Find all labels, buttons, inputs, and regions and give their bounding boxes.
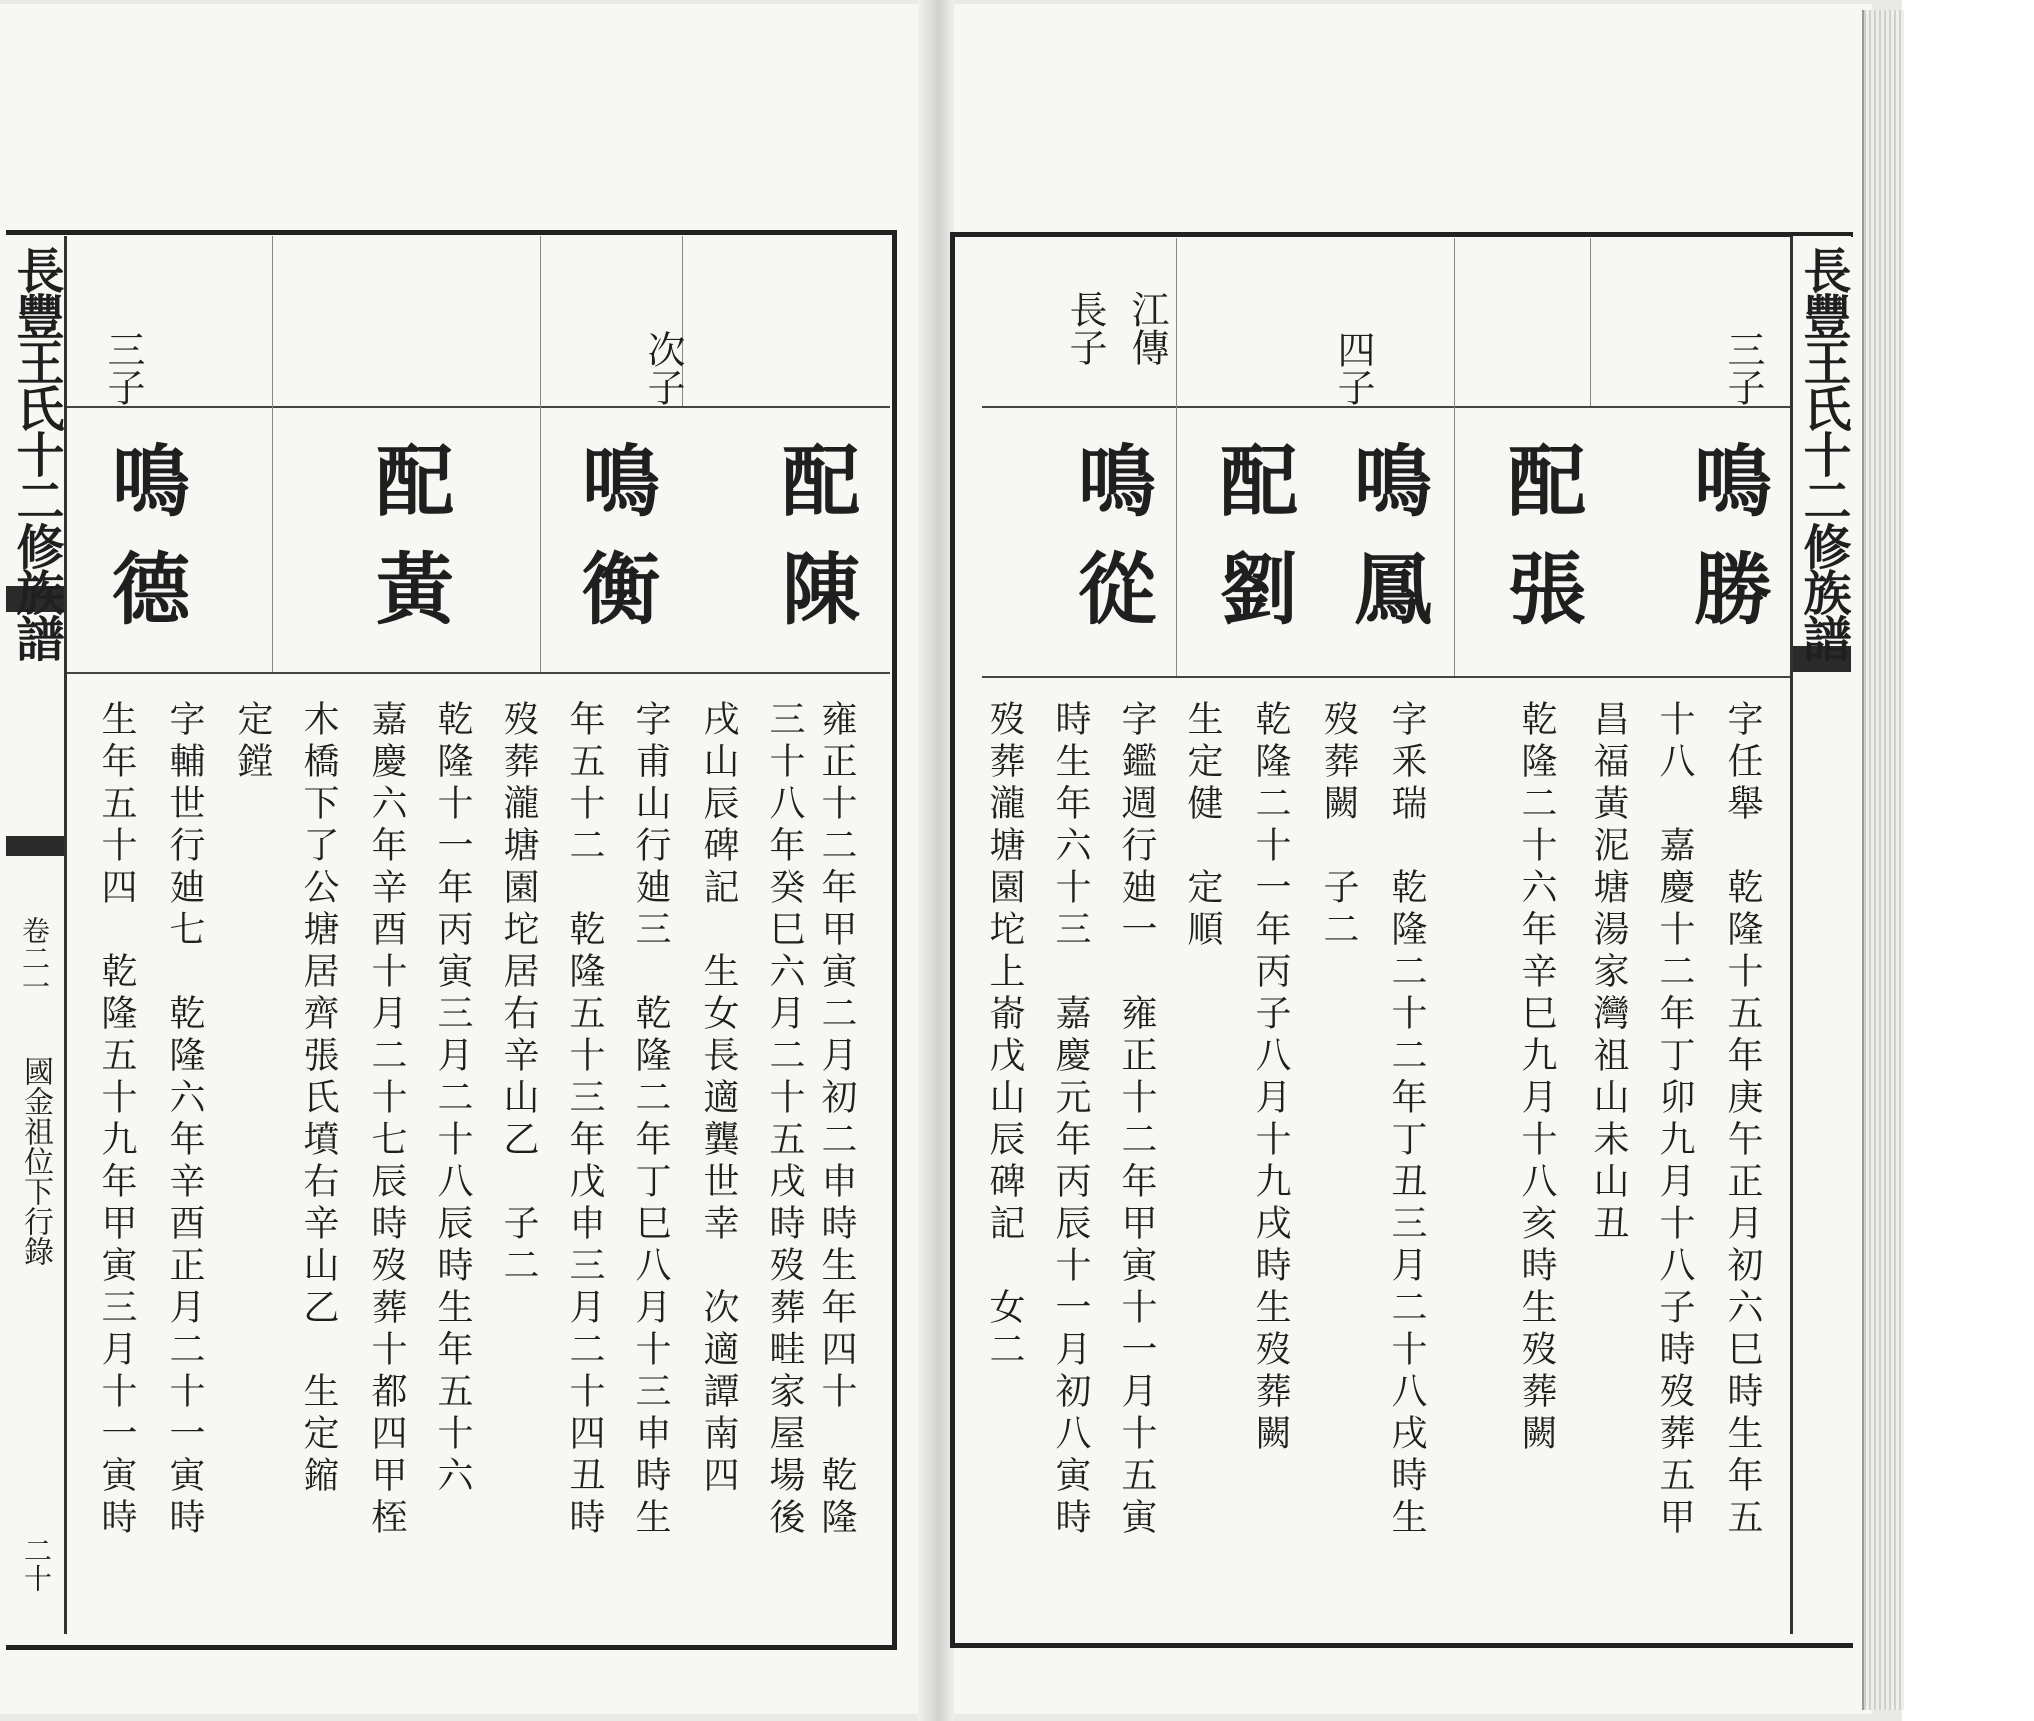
- right-entry-separator: [1454, 238, 1455, 676]
- bio-column: 乾隆十一年丙寅三月二十八辰時生年五十六: [432, 700, 473, 1498]
- entry-rank: 三子: [1721, 330, 1765, 406]
- right-spine-title: 長豐王氏十二修族譜: [1795, 246, 1851, 660]
- left-spine-section: 國金祖位下行錄: [18, 1056, 53, 1266]
- right-entry-separator: [1590, 238, 1591, 406]
- left-entry-separator: [540, 236, 541, 672]
- right-rank-divider: [982, 406, 1790, 408]
- bio-column: 雍正十二年甲寅二月初二申時生年四十 乾隆: [816, 700, 857, 1540]
- entry-name: 配張: [1495, 440, 1586, 656]
- left-spine-volume: 卷二一: [18, 916, 51, 1000]
- entry-name: 配黃: [363, 440, 454, 656]
- left-name-divider: [64, 672, 890, 674]
- right-entry-separator: [1176, 238, 1177, 676]
- left-spine-page-number: 二十: [20, 1536, 53, 1592]
- bio-column: 定鏜: [232, 700, 273, 784]
- left-fish-tail-mark: [6, 836, 64, 856]
- right-name-divider: [982, 676, 1790, 678]
- entry-name: 鳴衡: [569, 440, 660, 656]
- bio-column: 字釆瑞 乾隆二十二年丁丑三月二十八戌時生: [1386, 700, 1427, 1540]
- bio-column: 生年五十四 乾隆五十九年甲寅三月十一寅時: [96, 700, 137, 1540]
- bio-column: 木橋下了公塘居齊張氏墳右辛山乙 生定鏥: [298, 700, 339, 1498]
- bio-column: 生定健 定順: [1182, 700, 1223, 952]
- bio-column: 昌福黃泥塘湯家灣祖山未山丑: [1588, 700, 1629, 1246]
- left-spine-column: [6, 236, 67, 1634]
- bio-column: 歿葬瀧塘園坨上嵛戊山辰碑記 女二: [984, 700, 1025, 1372]
- bio-column: 歿葬瀧塘園坨居右辛山乙 子二: [498, 700, 539, 1288]
- book-gutter: [918, 0, 954, 1721]
- left-entry-separator: [272, 236, 273, 672]
- bio-column: 戌山辰碑記 生女長適龔世幸 次適譚南四: [698, 700, 739, 1498]
- entry-rank-lineage: 江傳: [1125, 290, 1169, 366]
- left-spine-title: 長豐王氏十二修族譜: [8, 246, 64, 660]
- bio-column: 嘉慶六年辛酉十月二十七辰時歿葬十都四甲桎: [366, 700, 407, 1540]
- entry-name: 配劉: [1207, 440, 1298, 656]
- entry-rank: 長子: [1063, 290, 1107, 366]
- page-edges: [1862, 10, 1904, 1710]
- entry-rank: 四子: [1331, 330, 1375, 406]
- bio-column: 十八 嘉慶十二年丁卯九月十八子時歿葬五甲: [1654, 700, 1695, 1540]
- entry-rank: 三子: [101, 330, 145, 406]
- entry-name: 配陳: [769, 440, 860, 656]
- bio-column: 字輔世行廸七 乾隆六年辛酉正月二十一寅時: [164, 700, 205, 1540]
- entry-name: 鳴鳳: [1341, 440, 1432, 656]
- bio-column: 字甫山行廸三 乾隆二年丁巳八月十三申時生: [630, 700, 671, 1540]
- entry-name: 鳴從: [1065, 440, 1156, 656]
- bio-column: 歿葬闕 子二: [1318, 700, 1359, 952]
- entry-rank: 次子: [641, 330, 685, 406]
- bio-column: 字任舉 乾隆十五年庚午正月初六巳時生年五: [1722, 700, 1763, 1540]
- bio-column: 乾隆二十一年丙子八月十九戌時生歿葬闕: [1250, 700, 1291, 1456]
- bio-column: 三十八年癸巳六月二十五戌時歿葬畦家屋場後: [764, 700, 805, 1540]
- bio-column: 年五十二 乾隆五十三年戊申三月二十四丑時: [564, 700, 605, 1540]
- bio-column: 時生年六十三 嘉慶元年丙辰十一月初八寅時: [1050, 700, 1091, 1540]
- entry-name: 鳴勝: [1681, 440, 1772, 656]
- bio-column: 字鑑週行廸一 雍正十二年甲寅十一月十五寅: [1116, 700, 1157, 1540]
- right-spine-column: [1790, 236, 1851, 1634]
- bio-column: 乾隆二十六年辛巳九月十八亥時生歿葬闕: [1516, 700, 1557, 1456]
- left-rank-divider: [64, 406, 890, 408]
- entry-name: 鳴德: [99, 440, 190, 656]
